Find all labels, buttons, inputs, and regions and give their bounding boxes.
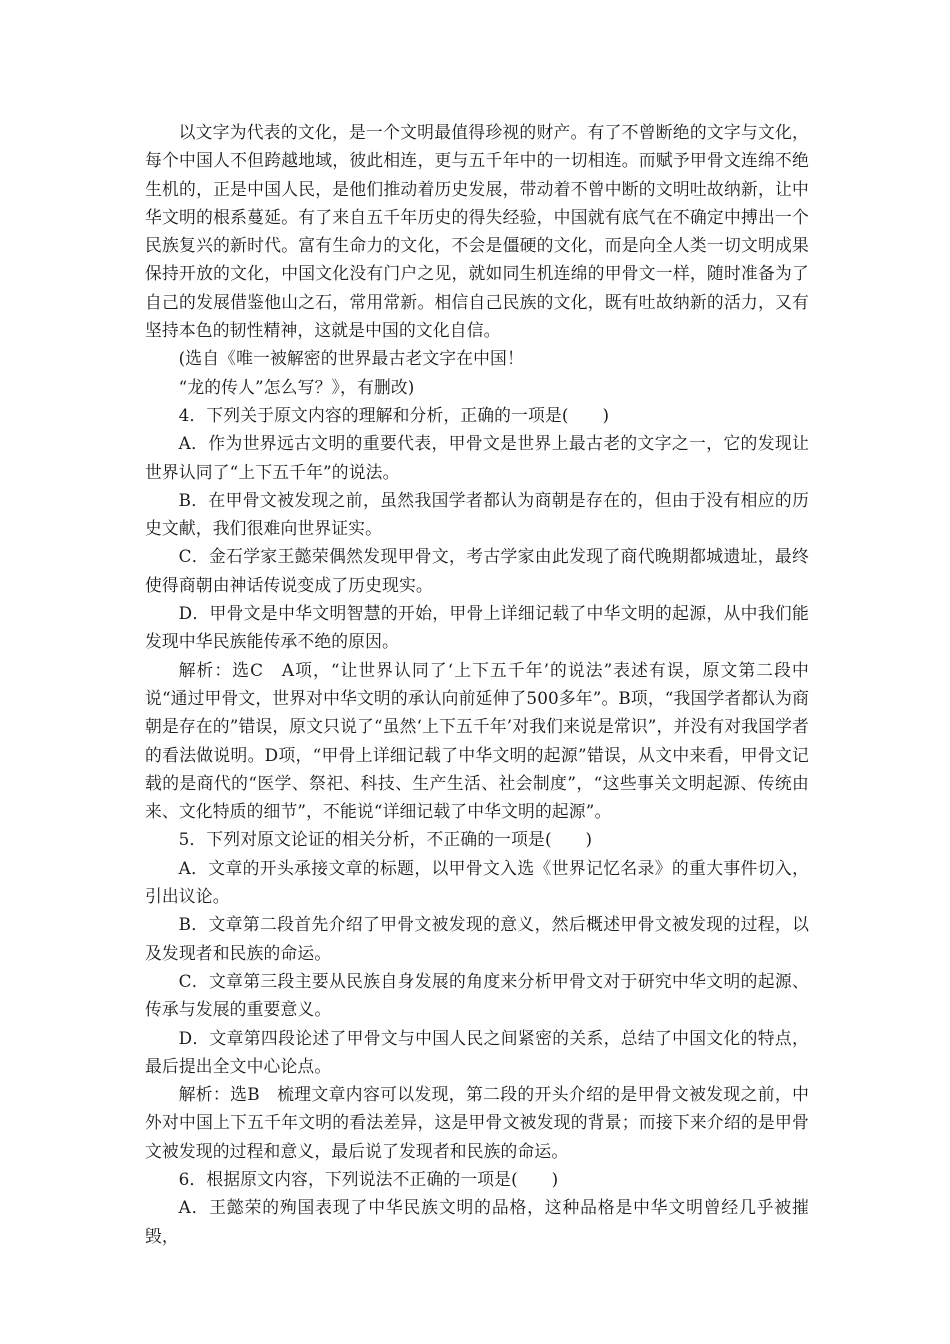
question-5-option-a: A．文章的开头承接文章的标题，以甲骨文入选《世界记忆名录》的重大事件切入，引出议论。	[145, 857, 809, 907]
question-6-stem: 6．根据原文内容，下列说法不正确的一项是( )	[178, 1168, 559, 1189]
source-citation-line-1: (选自《唯一被解密的世界最古老文字在中国！	[178, 348, 524, 369]
question-5-analysis: 解析：选B 梳理文章内容可以发现，第二段的开头介绍的是甲骨文被发现之前，中外对中国上下五千年文明的看法差异，这是甲骨文被发现的背景；而接下来介绍的是甲骨文被发现的过程和意义，最后说了发现者和民族的命运。	[145, 1084, 809, 1161]
question-5-option-d: D．文章第四段论述了甲骨文与中国人民之间紧密的关系，总结了中国文化的特点，最后提出全文中心论点。	[145, 1027, 809, 1076]
question-4-option-a: A．作为世界远古文明的重要代表，甲骨文是世界上最古老的文字之一，它的发现让世界认同了“上下五千年”的说法。	[145, 433, 809, 482]
body-paragraph: 以文字为代表的文化，是一个文明最值得珍视的财产。有了不曾断绝的文字与文化，每个中国人不但跨越地域，彼此相连，更与五千年中的一切相连。而赋予甲骨文连绵不绝生机的，正是中国人民，是他们推动着历史发展，带动着不曾中断的文明吐故纳新，让中华文明的根系蔓延。有了来自五千年历史的得失经验，中国就有底气在不确定中搏出一个民族复兴的新时代。富有生命力的文化，不会是僵硬的文化，而是向全人类一切文明成果保持开放的文化，中国文化没有门户之见，就如同生机连绵的甲骨文一样，随时准备为了自己的发展借鉴他山之石，常用常新。相信自己民族的文化，既有吐故纳新的活力，又有坚持本色的韧性精神，这就是中国的文化自信。	[145, 122, 809, 341]
question-5-option-b: B．文章第二段首先介绍了甲骨文被发现的意义，然后概述甲骨文被发现的过程，以及发现者和民族的命运。	[145, 914, 809, 963]
question-5-stem: 5．下列对原文论证的相关分析，不正确的一项是( )	[178, 829, 593, 850]
question-4-option-c: C．金石学家王懿荣偶然发现甲骨文，考古学家由此发现了商代晚期都城遗址，最终使得商朝由神话传说变成了历史现实。	[145, 546, 809, 595]
question-5-option-c: C．文章第三段主要从民族自身发展的角度来分析甲骨文对于研究中华文明的起源、传承与发展的重要意义。	[145, 970, 809, 1020]
question-6-option-a: A．王懿荣的殉国表现了中华民族文明的品格，这种品格是中华文明曾经几乎被摧毁，	[145, 1197, 809, 1246]
question-4-stem: 4．下列关于原文内容的理解和分析，正确的一项是( )	[178, 404, 610, 425]
question-4-analysis: 解析：选C A项，“让世界认同了‘上下五千年’的说法”表述有误，原文第二段中说“通过甲骨文，世界对中华文明的承认向前延伸了500多年”。B项，“我国学者都认为商朝是存在的”错误，原文只说了“虽然‘上下五千年’对我们来说是常识”，并没有对我国学者的看法做说明。D项，“甲骨上详细记载了中华文明的起源”错误，从文中来看，甲骨文记载的是商代的“医学、祭祀、科技、生产生活、社会制度”，“这些事关文明起源、传统由来、文化特质的细节”，不能说“详细记载了中华文明的起源”。	[145, 659, 809, 822]
question-4-option-d: D．甲骨文是中华文明智慧的开始，甲骨上详细记载了中华文明的起源，从中我们能发现中华民族能传承不绝的原因。	[145, 603, 809, 652]
document-page	[145, 118, 809, 1250]
source-citation-line-2: “龙的传人”怎么写？》，有删改)	[178, 376, 415, 397]
question-4-option-b: B．在甲骨文被发现之前，虽然我国学者都认为商朝是存在的，但由于没有相应的历史文献，我们很难向世界证实。	[145, 489, 809, 539]
